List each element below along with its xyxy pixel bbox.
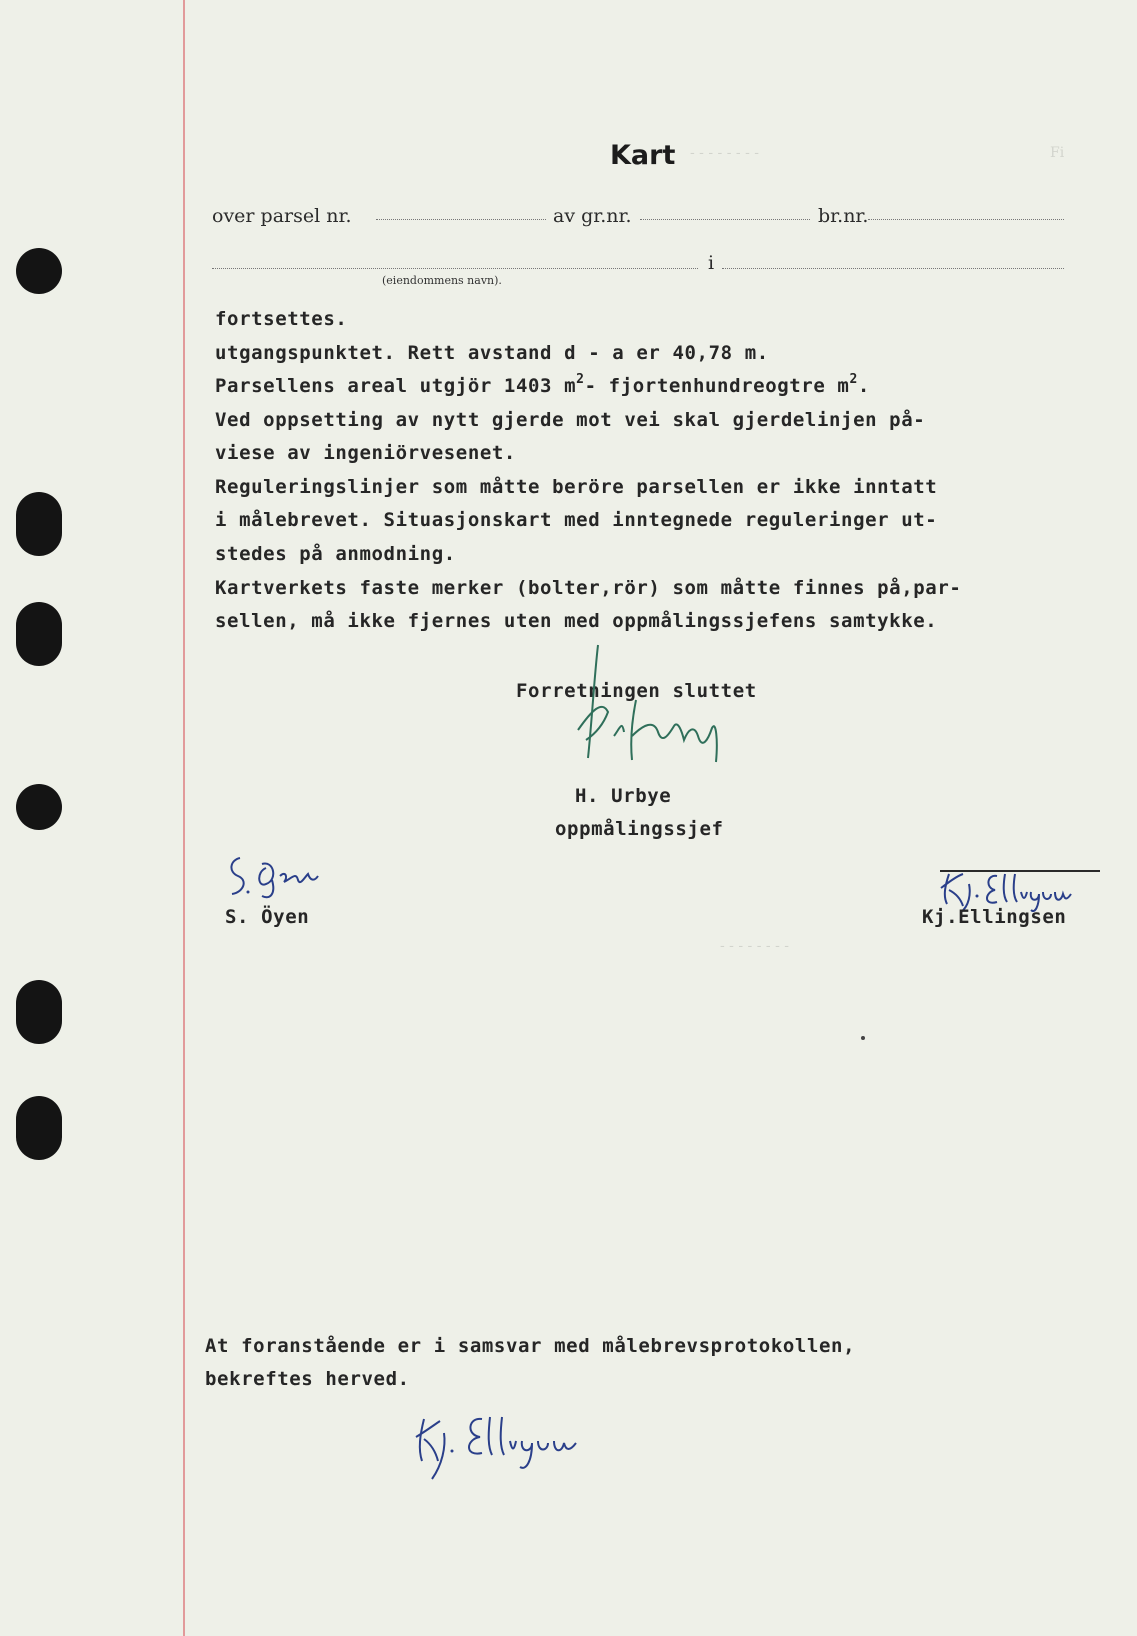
chief-title: oppmålingssjef [555, 818, 724, 840]
page-title: Kart [610, 140, 676, 171]
body-line: sellen, må ikke fjernes uten med oppmålingssjefens samtykke. [215, 610, 938, 632]
body-line: utgangspunktet. Rett avstand d - a er 40,78 m. [215, 342, 769, 364]
brnr-label: br.nr. [818, 205, 869, 227]
chief-name: H. Urbye [575, 785, 672, 807]
witness-right: Kj.Ellingsen [922, 906, 1067, 928]
municipality-field [722, 268, 1064, 269]
property-name-field [212, 268, 698, 269]
punch-hole-icon [16, 1096, 62, 1160]
concluded-text: Forretningen sluttet [516, 680, 757, 702]
punch-hole-icon [16, 492, 62, 556]
body-line: Ved oppsetting av nytt gjerde mot vei skal gjerdelinjen på- [215, 409, 926, 431]
bleed-through: Fi [1050, 145, 1065, 161]
property-caption: (eiendommens navn). [382, 274, 502, 287]
gnr-label: av gr.nr. [553, 205, 632, 227]
parsel-field [376, 219, 546, 220]
i-label: i [708, 252, 715, 274]
body-line: stedes på anmodning. [215, 543, 456, 565]
gnr-field [640, 219, 810, 220]
superscript: 2 [576, 372, 585, 387]
urbye-signature [558, 640, 758, 790]
body-line: Reguleringslinjer som måtte beröre parsellen er ikke inntatt [215, 476, 938, 498]
certification-signature [410, 1405, 640, 1485]
bleed-through: - - - - - - - - [720, 938, 789, 954]
body-line: viese av ingeniörvesenet. [215, 442, 516, 464]
parsel-label: over parsel nr. [212, 205, 352, 227]
punch-hole-icon [16, 784, 62, 830]
witness-left: S. Öyen [225, 906, 310, 928]
punch-hole-icon [16, 248, 62, 294]
certification-line: bekreftes herved. [205, 1368, 410, 1390]
punch-hole-icon [16, 980, 62, 1044]
body-line: fortsettes. [215, 308, 348, 330]
bleed-through: - - - - - - - - [690, 145, 759, 161]
body-line: i målebrevet. Situasjonskart med inntegnede reguleringer ut- [215, 509, 938, 531]
superscript: 2 [849, 372, 858, 387]
body-line: Kartverkets faste merker (bolter,rör) som måtte finnes på,par- [215, 577, 962, 599]
oyen-signature [222, 850, 342, 900]
certification-line: At foranstående er i samsvar med målebrevsprotokollen, [205, 1335, 856, 1357]
body-line: Parsellens areal utgjör 1403 $m^2-$ fjortenhundreogtre $m^2$. [215, 372, 870, 397]
brnr-field [868, 219, 1064, 220]
punch-hole-icon [16, 602, 62, 666]
margin-line [183, 0, 185, 1636]
ink-dot [861, 1036, 865, 1040]
